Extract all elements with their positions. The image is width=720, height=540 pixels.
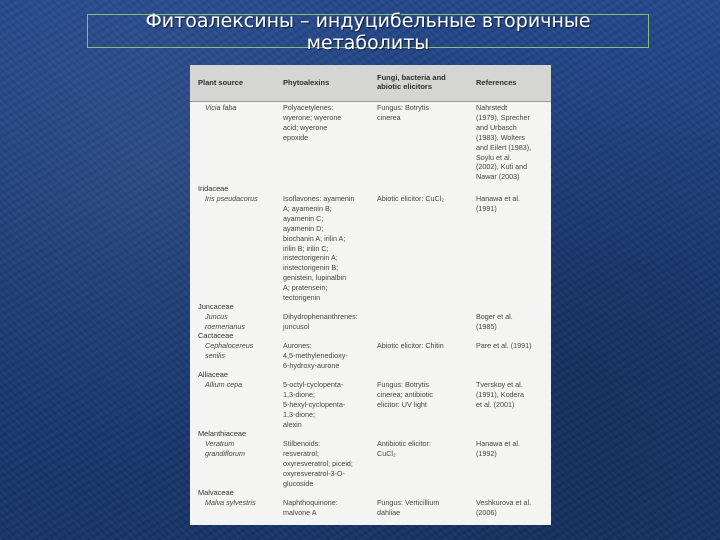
row-references: Pare et al. (1991) <box>476 341 532 350</box>
row-phytoalexins: 5-octyl-cyclopenta- 1,3-dione; 5-hexyl-cyclopenta- 1,3-dione; alexin <box>283 380 346 429</box>
row-family: Malvaceae <box>198 488 234 497</box>
row-family: Juncaceae <box>198 302 234 311</box>
header-elicitors-line-2: abiotic elicitors <box>377 82 433 91</box>
row-references: Veshkurova et al. (2006) <box>476 498 532 517</box>
row-phytoalexins: Dihydrophenanthrenes: juncusol <box>283 312 358 331</box>
row-references: Hanawa et al. (1992) <box>476 439 520 458</box>
header-elicitors-line-1: Fungi, bacteria and <box>377 73 446 82</box>
row-family: Melanthiaceae <box>198 429 247 438</box>
slide-title <box>87 10 649 54</box>
row-family: Iridaceae <box>198 184 229 193</box>
table-header <box>190 65 551 102</box>
row-phytoalexins: Naphthoquinone: malvone A <box>283 498 338 517</box>
row-phytoalexins: Polyacetylenes: wyerone; wyerone acid; wyerone epoxide <box>283 103 342 142</box>
row-references: Boger et al. (1985) <box>476 312 513 331</box>
row-phytoalexins: Stilbenoids: resveratrol; oxyresveratrol; piceid; oxyresveratrol-3-O- glucoside <box>283 439 353 488</box>
row-species: Veratrum grandiflorum <box>205 439 245 458</box>
row-family: Cactaceae <box>198 331 234 340</box>
row-elicitors: Fungus: Botrytis cinerea <box>377 103 429 122</box>
row-species: Iris pseudacorus <box>205 194 258 203</box>
row-elicitors: Abiotic elicitor: CuCl₂ <box>377 194 445 203</box>
row-elicitors: Fungus: Verticillium dahliae <box>377 498 440 517</box>
header-elicitors <box>377 73 446 91</box>
row-references: Tverskoy et al. (1991), Kodera et al. (2001) <box>476 380 524 409</box>
row-family: Alliaceae <box>198 370 228 379</box>
row-species: Cephalocereus senilis <box>205 341 254 360</box>
row-species: Malva sylvestris <box>205 498 256 507</box>
slide-title-line-1: Фитоалексины – индуцибельные вторичные <box>145 10 591 32</box>
slide-title-line-2: метаболиты <box>306 32 430 54</box>
row-elicitors: Abiotic elicitor: Chitin <box>377 341 444 350</box>
row-species: Juncus roemerianus <box>205 312 245 331</box>
row-elicitors: Antibiotic elicitor: CuCl₂ <box>377 439 431 458</box>
header-plant-source: Plant source <box>198 78 244 87</box>
row-references: Nahrstedt (1979), Sprecher and Urbasch (1983), Wolters and Eilert (1983), Soylu et al. (2002), Kuti and Nawar (2003) <box>476 103 532 182</box>
row-elicitors: Fungus: Botrytis cinerea; antibiotic elicitor: UV light <box>377 380 433 409</box>
row-species: Vicia faba <box>205 103 237 112</box>
phytoalexin-table <box>190 65 551 525</box>
header-references: References <box>476 78 517 87</box>
row-references: Hanawa et al. (1991) <box>476 194 520 213</box>
header-phytoalexins: Phytoalexins <box>283 78 330 87</box>
row-phytoalexins: Aurones: 4,5-methylenedioxy- 6-hydroxy-aurone <box>283 341 348 370</box>
row-phytoalexins: Isoflavones: ayamenin A; ayamenin B; ayamenin C; ayamenin D; biochanin A; irilin A; irilin B; irilin C; iristectorigenin A; iristectorigenin B; genistein, lupinalbin A; pratensein; tectorigenin <box>283 194 355 303</box>
row-species: Allium cepa <box>205 380 243 389</box>
